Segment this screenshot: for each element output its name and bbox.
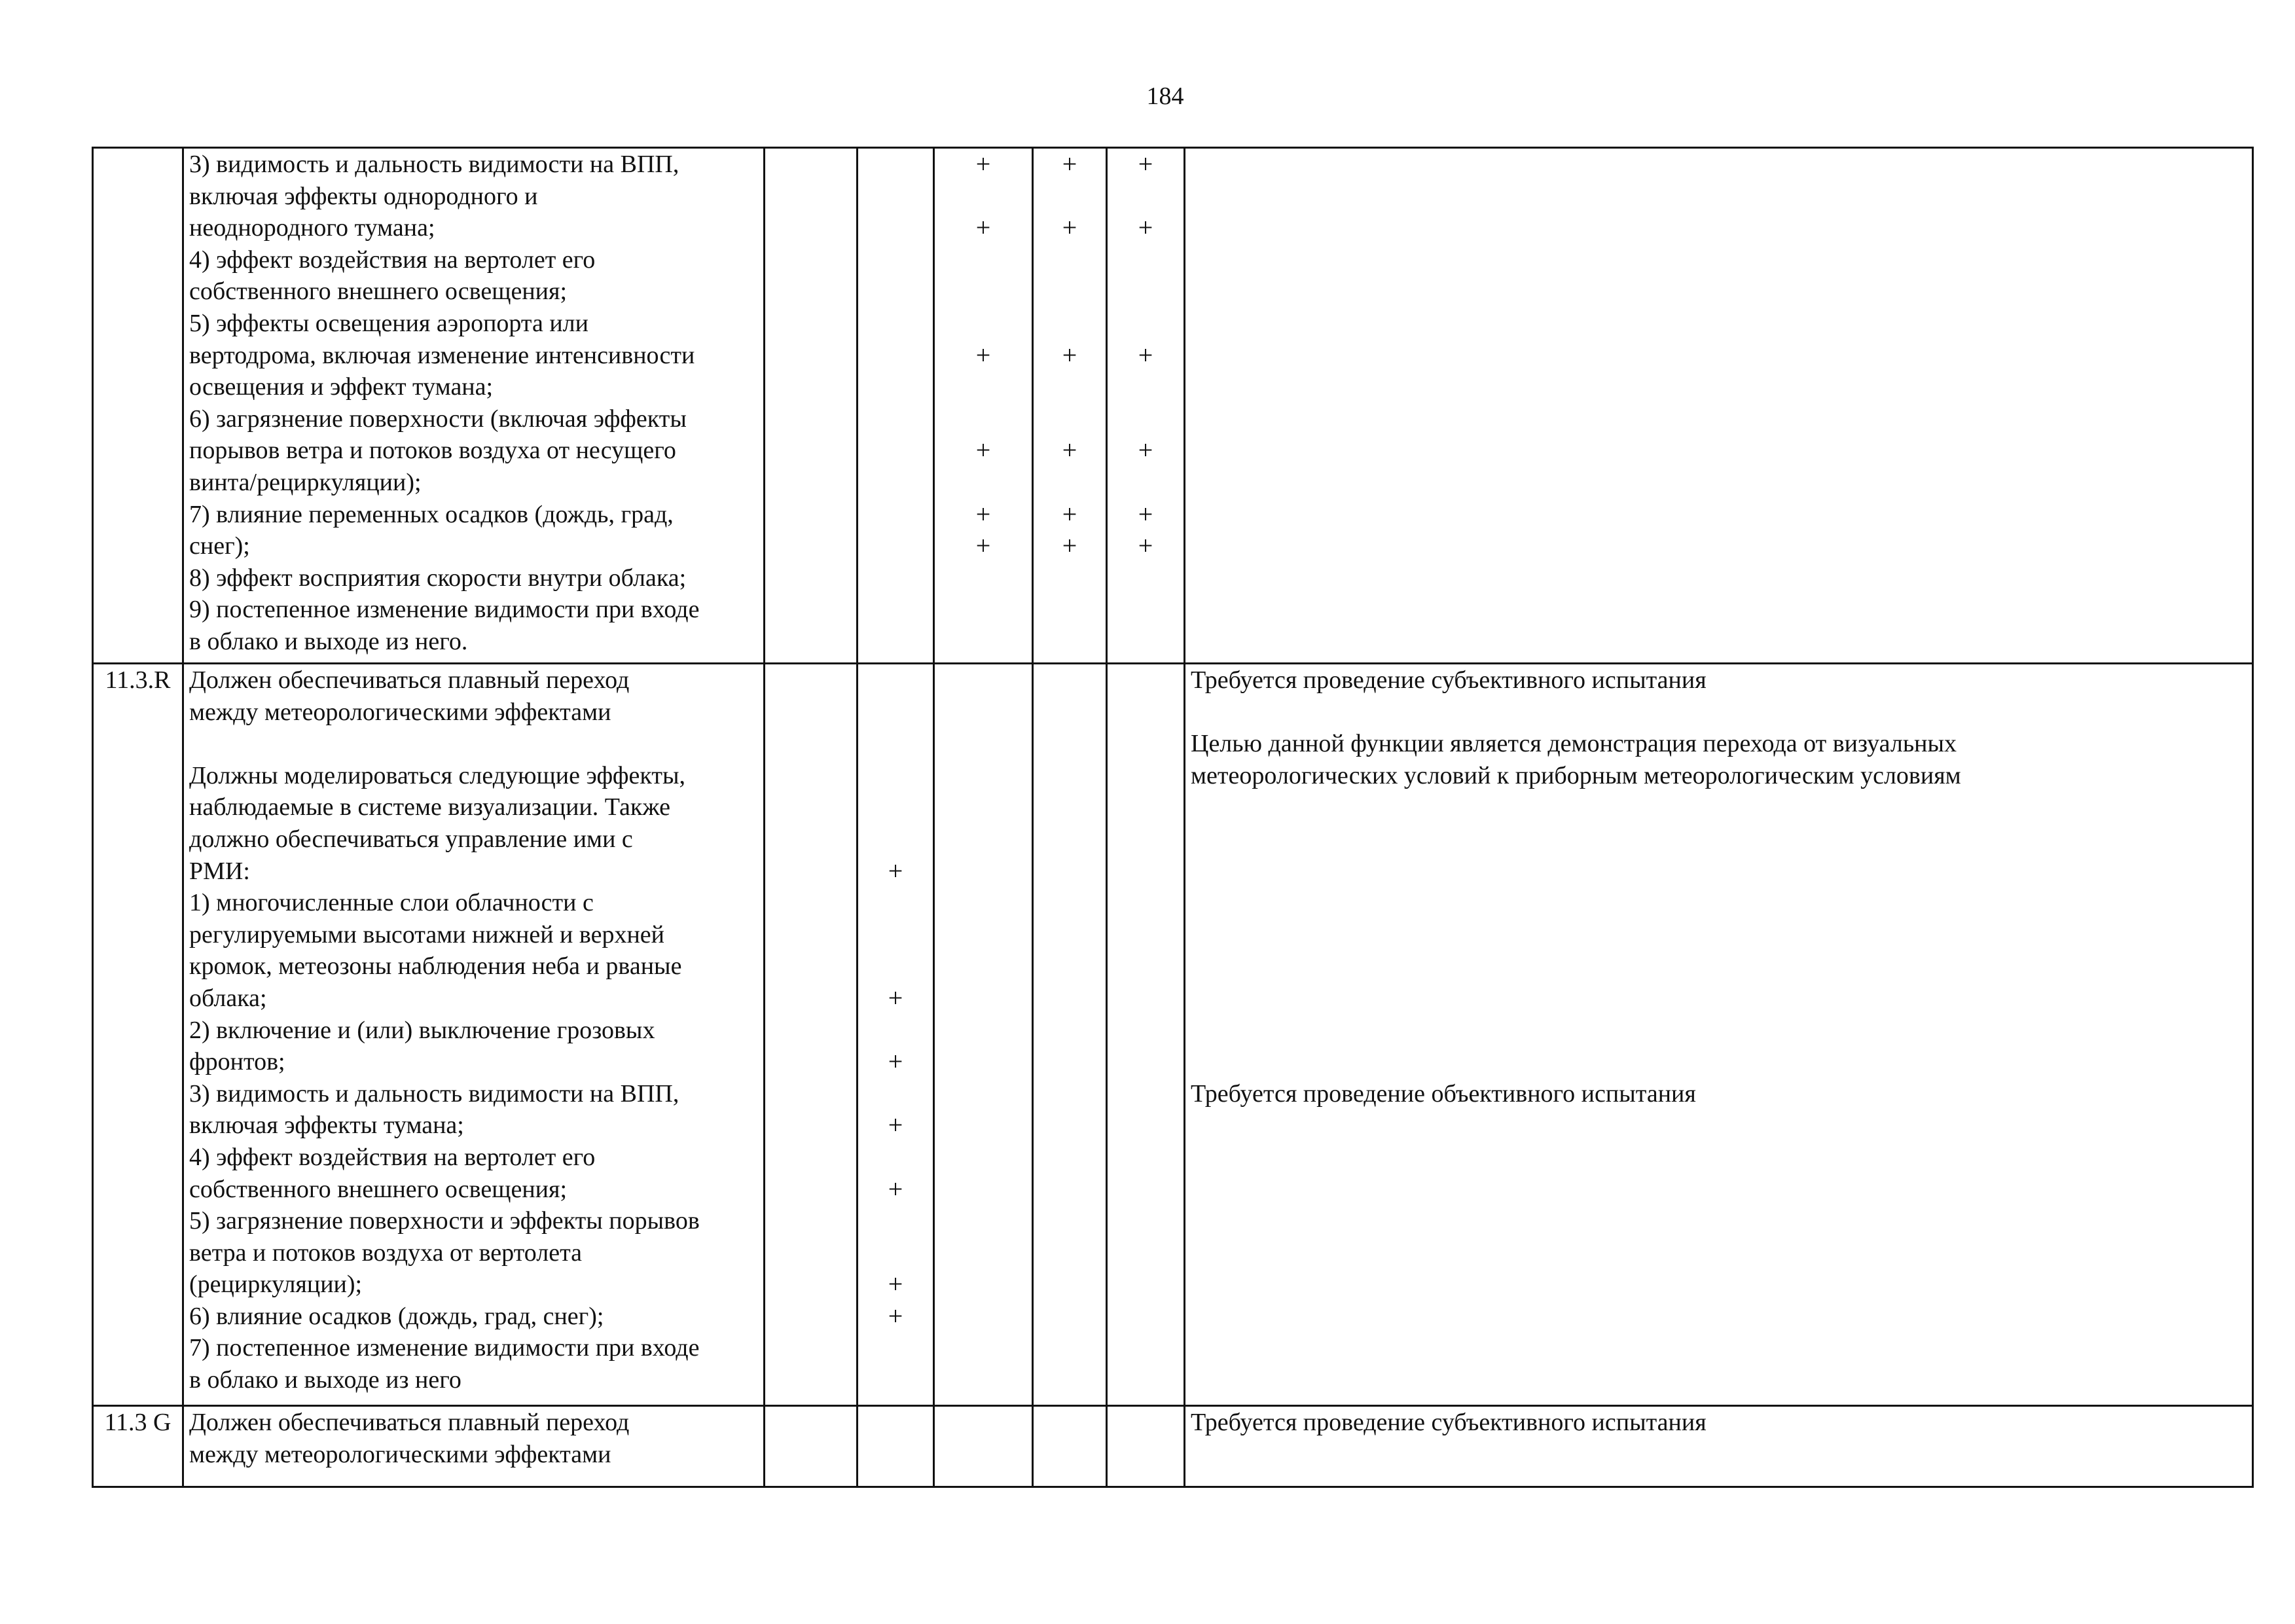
row-number: 11.3.R	[93, 664, 183, 1406]
row-number: 11.3 G	[93, 1406, 183, 1487]
mark-column-5: + + + + + +	[1107, 148, 1185, 664]
mark-column-1	[765, 148, 858, 664]
requirement-text: Должен обеспечиваться плавный переход между метеорологическими эффектами	[183, 1406, 765, 1487]
mark-column-3	[934, 1406, 1033, 1487]
test-note	[1185, 148, 2253, 664]
table-row	[93, 148, 2253, 664]
table-row	[93, 1406, 2253, 1487]
test-note: Требуется проведение субъективного испытания Целью данной функции является демонстрация перехода от визуальных метеорологических условий к приборным метеорологическим условиям Требуется проведение объективного испытания	[1185, 664, 2253, 1406]
row-number	[93, 148, 183, 664]
mark-column-1	[765, 664, 858, 1406]
mark-column-5	[1107, 664, 1185, 1406]
mark-column-2	[858, 1406, 934, 1487]
mark-column-3: + + + + + +	[934, 148, 1033, 664]
mark-column-5	[1107, 1406, 1185, 1487]
page-number: 184	[1146, 82, 1184, 110]
mark-column-4	[1033, 1406, 1107, 1487]
mark-column-3	[934, 664, 1033, 1406]
requirement-text: Должен обеспечиваться плавный переход между метеорологическими эффектами Должны моделироваться следующие эффекты, наблюдаемые в системе визуализации. Также должно обеспечиваться управление ими с РМИ: 1) многочисленные слои облачности с регулируемыми высотами нижней и верхней кромок, метеозоны наблюдения неба и рваные облака; 2) включение и (или) выключение грозовых фронтов; 3) видимость и дальность видимости на ВПП, включая эффекты тумана; 4) эффект воздействия на вертолет его собственного внешнего освещения; 5) загрязнение поверхности и эффекты порывов ветра и потоков воздуха от вертолета (рециркуляции); 6) влияние осадков (дождь, град, снег); 7) постепенное изменение видимости при входе в облако и выходе из него	[183, 664, 765, 1406]
requirement-text: 3) видимость и дальность видимости на ВПП, включая эффекты однородного и неоднородного тумана; 4) эффект воздействия на вертолет его собственного внешнего освещения; 5) эффекты освещения аэропорта или вертодрома, включая изменение интенсивности освещения и эффект тумана; 6) загрязнение поверхности (включая эффекты порывов ветра и потоков воздуха от несущего винта/рециркуляции); 7) влияние переменных осадков (дождь, град, снег); 8) эффект восприятия скорости внутри облака; 9) постепенное изменение видимости при входе в облако и выходе из него.	[183, 148, 765, 664]
mark-column-2	[858, 148, 934, 664]
mark-column-4	[1033, 664, 1107, 1406]
mark-column-2: + + + + + + +	[858, 664, 934, 1406]
mark-column-4: + + + + + +	[1033, 148, 1107, 664]
test-note: Требуется проведение субъективного испытания	[1185, 1406, 2253, 1487]
table-row	[93, 664, 2253, 1406]
mark-column-1	[765, 1406, 858, 1487]
requirements-table	[92, 147, 2254, 1488]
